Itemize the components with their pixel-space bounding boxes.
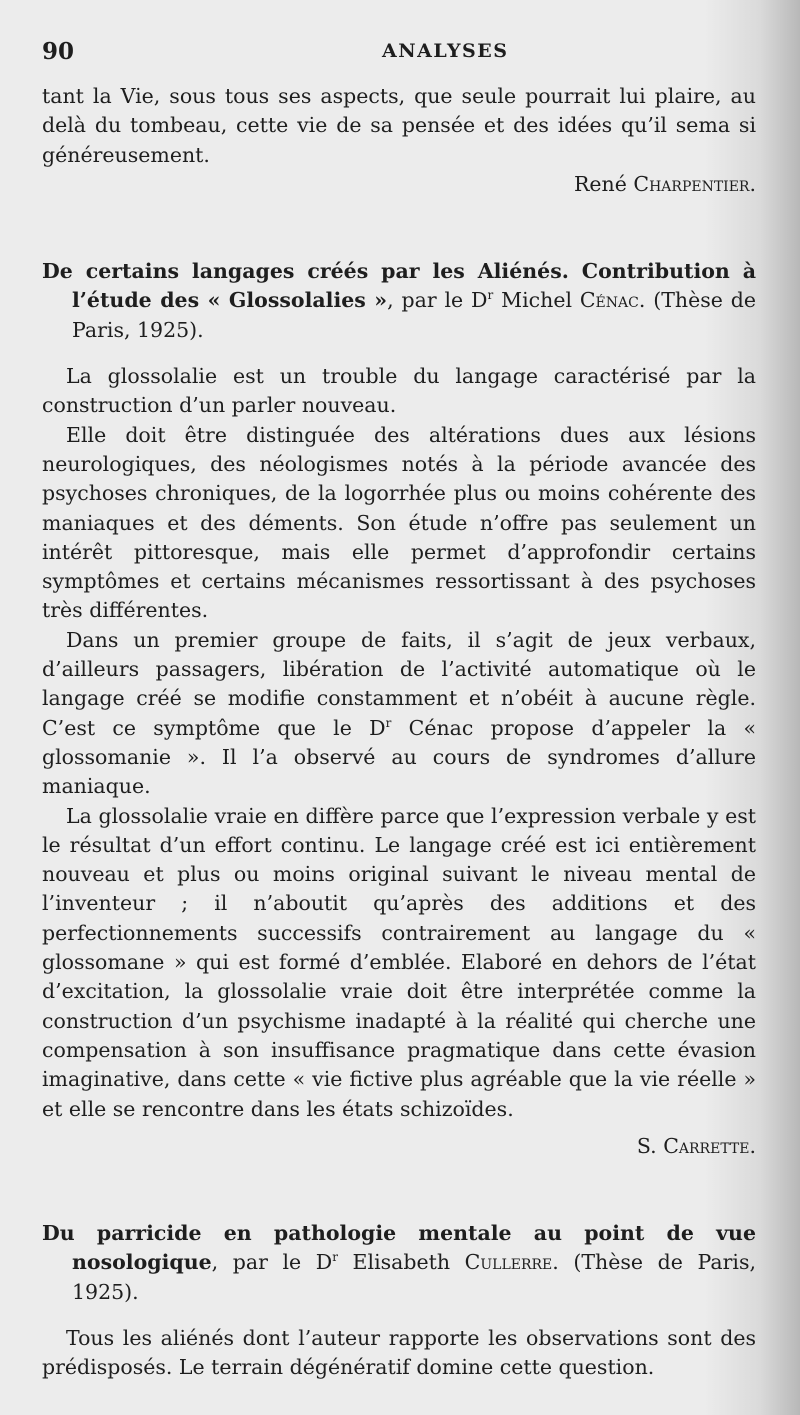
review-1-signature <box>42 1132 756 1161</box>
signature-first-name: René <box>573 171 627 196</box>
review-1-paragraph-3-end: Cénac propose d’appeler la « glossomanie ». Il l’a observé au cours de syndromes d’allure maniaque. <box>42 715 757 799</box>
page-header <box>42 38 762 64</box>
review-1-body <box>42 362 756 1161</box>
review-1-signature-initial: S. <box>636 1133 657 1158</box>
review-1-title <box>42 257 756 345</box>
review-2-author-last: Cullerre <box>464 1250 553 1275</box>
review-1-source: . (Thèse de Paris, 1925). <box>72 288 757 342</box>
review-2-source: . (Thèse de Paris, 1925). <box>72 1250 756 1304</box>
review-2-title <box>42 1219 756 1307</box>
review-1-paragraph-4: La glossolalie vraie en diffère parce que l’expression verbale y est le résultat d’un effort continu. Le langage créé est ici entièrement nouveau et plus ou moins original suivant le niveau mental de l’inventeur ; il n’aboutit qu’après des additions et des perfectionnements successifs contrairement au langage du « glossomane » qui est formé d’emblée. Elaboré en dehors de l’état d’excitation, la glossolalie vraie doit être interprétée comme la construction d’un psychisme inadapté à la réalité qui cherche une compensation à son insuffisance pragmatique dans cette évasion imaginative, dans cette « vie fictive plus agréable que la vie réelle » et elle se rencontre dans les états schizoïdes. <box>42 803 756 1121</box>
running-head: ANALYSES <box>382 40 509 62</box>
previous-review-signature <box>42 170 756 199</box>
review-2-paragraph-1: Tous les aliénés dont l’auteur rapporte les observations sont des prédisposés. Le terrain dégénératif domine cette question. <box>42 1325 756 1380</box>
previous-review-closing: tant la Vie, sous tous ses aspects, que seule pourrait lui plaire, au delà du tombeau, cette vie de sa pensée et des idées qu’il sema si généreusement. <box>42 84 756 167</box>
signature-last-name: Charpentier. <box>633 171 756 196</box>
review-1-signature-last: Carrette. <box>663 1133 756 1158</box>
review-1-paragraph-3-start: Dans un premier groupe de faits, il s’agit de jeux verbaux, d’ailleurs passagers, libération de l’activité automatique où le langage créé se modifie constamment et n’obéit à aucune règle. C’est ce symptôme que le D <box>42 627 756 740</box>
review-2-author-sup: r <box>332 1250 338 1265</box>
review-1-author-last: Cénac <box>579 288 639 313</box>
review-1-paragraph-3-sup: r <box>385 715 392 730</box>
review-1-title-text: De certains langages créés par les Aliénés. Contribution à l’étude des « Glossolalies » <box>42 259 756 313</box>
review-2-title-text: Du parricide en pathologie mentale au point de vue nosologique <box>42 1221 756 1275</box>
review-1-author-first: Michel <box>493 288 580 313</box>
review-2-author-first: Elisabeth <box>337 1250 465 1275</box>
review-1-author-prefix: , par le D <box>387 288 488 313</box>
review-1-paragraph-1: La glossolalie est un trouble du langage caractérisé par la construction d’un parler nouveau. <box>42 364 756 418</box>
review-1-paragraph-3 <box>42 626 756 802</box>
review-1-author-sup: r <box>487 288 494 303</box>
review-1-paragraph-2: Elle doit être distinguée des altérations dues aux lésions neurologiques, des néologismes notés à la période avancée des psychoses chroniques, de la logorrhée plus ou moins cohérente des maniaques et des déments. Son étude n’offre pas seulement un intérêt pittoresque, mais elle permet d’approfondir certains symptômes et certains mécanismes ressortissant à des psychoses très différentes. <box>42 422 756 623</box>
review-2-author-prefix: , par le D <box>211 1250 333 1275</box>
review-2-body <box>42 1324 756 1383</box>
page-content <box>42 82 756 1383</box>
page-number: 90 <box>42 38 75 65</box>
